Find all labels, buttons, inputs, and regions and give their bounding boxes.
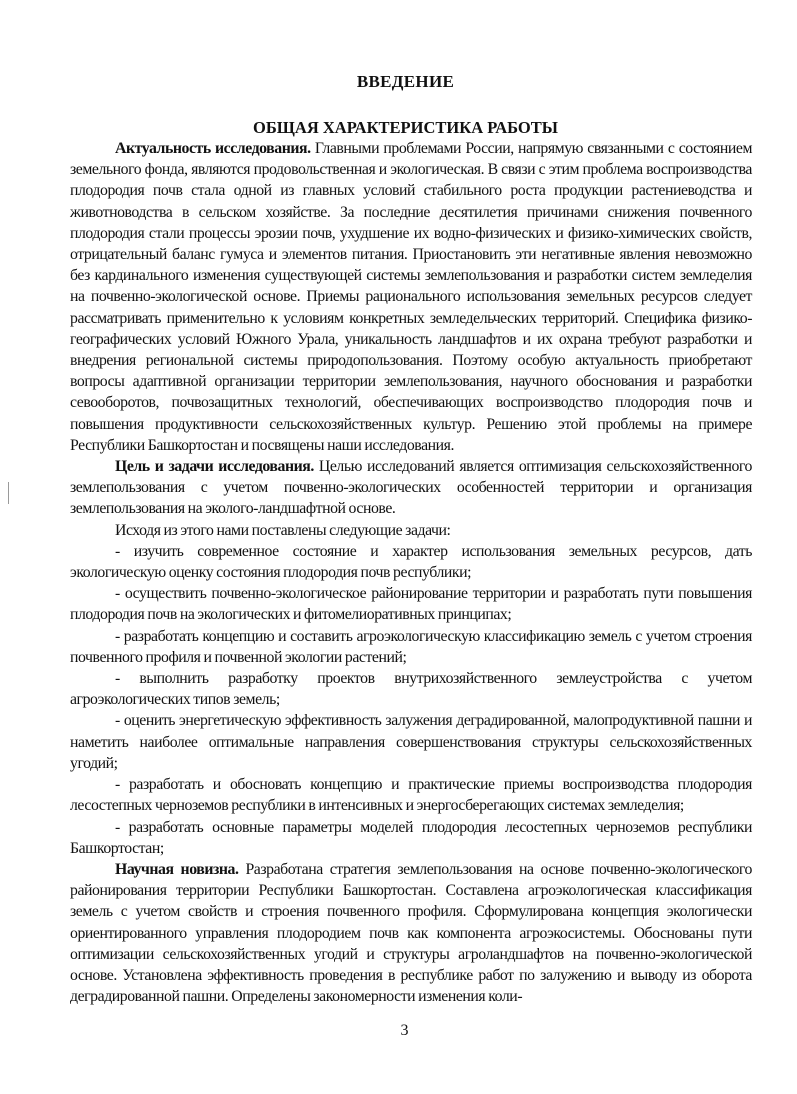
text-novelty: Разработана стратегия землепользования на основе почвенно-экологического районирования территории Республики Башкортостан. Составлена агроэкологическая классификация земель с учетом свойств и строения почвенного профиля. Сформулирована концепция экологически ориентированного управления плодородием почв как компонента агроэкосистемы. Обоснованы пути оптимизации сельскохозяйственных угодий и структуры агроландшафтов на почвенно-экологической основе. Установлена эффективность проведения в республике работ по залужению и выводу из оборота деградированной пашни. Определены закономерности изменения коли- xyxy=(70,860,752,1006)
heading-general-characteristics: ОБЩАЯ ХАРАКТЕРИСТИКА РАБОТЫ xyxy=(253,118,558,137)
heading-introduction: ВВЕДЕНИЕ xyxy=(356,72,455,91)
text-relevance: Главными проблемами России, напрямую связанными с состоянием земельного фонда, являются продовольственная и экологическая. В связи с этим проблема воспроизводства плодородия почв стала одной из главных условий стабильного роста продукции растениеводства и животноводства в сельском хозяйстве. За последние десятилетия причинами снижения почвенного плодородия стали процессы эрозии почв, ухудшение их водно-физических и физико-химических свойств, отрицательный баланс гумуса и элементов питания. Приостановить эти негативные явления невозможно без кардинального изменения существующей системы землепользования и разработки систем земледелия на почвенно-экологической основе. Приемы рационального использования земельных ресурсов следует рассматривать применительно к условиям конкретных земледельческих территорий. Специфика физико-географических условий Южного Урала, уникальность ландшафтов и их охрана требуют разработки и внедрения региональной системы природопользования. Поэтому особую актуальность приобретают вопросы адаптивной организации территории землепользования, научного обоснования и разработки севооборотов, почвозащитных технологий, обеспечивающих воспроизводство плодородия почв и повышения продуктивности сельскохозяйственных культур. Решению этой проблемы на примере Республики Башкортостан и посвящены наши исследования. xyxy=(70,140,752,454)
task-item: - изучить современное состояние и характер использования земельных ресурсов, дать экологическую оценку состояния плодородия почв республики; xyxy=(70,542,752,582)
tasks-intro: Исходя из этого нами поставлены следующие задачи: xyxy=(115,521,451,539)
task-item: - осуществить почвенно-экологическое районирование территории и разработать пути повышения плодородия почв на экологических и фитомелиоративных принципах; xyxy=(70,585,752,624)
page-number: 3 xyxy=(400,1022,409,1039)
task-item: - оценить энергетическую эффективность залужения деградированной, малопродуктивной пашни и наметить наиболее оптимальные направления совершенствования структуры сельскохозяйственных угодий; xyxy=(70,712,752,772)
lead-goals: Цель и задачи исследования. xyxy=(115,458,314,476)
text-goals: Целью исследований является оптимизация сельскохозяйственного землепользования с учетом почвенно-экологических особенностей территории и организация землепользования на эколого-ландшафтной основе. xyxy=(70,458,752,518)
lead-novelty: Научная новизна. xyxy=(115,860,239,878)
margin-mark xyxy=(8,482,9,504)
task-item: - разработать основные параметры моделей плодородия лесостепных черноземов республики Башкортостан; xyxy=(70,818,752,857)
task-item: - выполнить разработку проектов внутрихозяйственного землеустройства с учетом агроэкологических типов земель; xyxy=(70,670,752,709)
lead-relevance: Актуальность исследования. xyxy=(115,140,311,157)
paragraph-goals xyxy=(70,456,752,520)
paragraph-novelty xyxy=(70,859,752,1007)
body-text xyxy=(70,138,752,1007)
task-item: - разработать концепцию и составить агроэкологическую классификацию земель с учетом строения почвенного профиля и почвенной экологии растений; xyxy=(70,627,752,666)
task-item: - разработать и обосновать концепцию и практические приемы воспроизводства плодородия лесостепных черноземов республики в интенсивных и энергосберегающих системах земледелия; xyxy=(70,776,752,815)
paragraph-relevance xyxy=(70,138,752,456)
